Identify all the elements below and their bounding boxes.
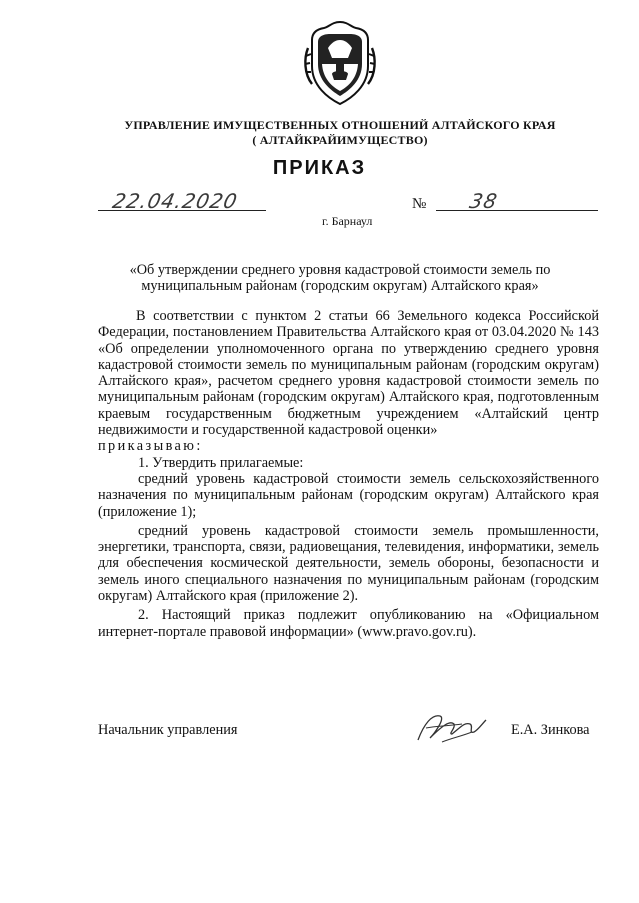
city: г. Барнаул <box>322 214 373 228</box>
number-label: № <box>412 196 427 212</box>
item-1: 1. Утвердить прилагаемые: <box>138 454 304 471</box>
document-title: ПРИКАЗ <box>272 157 367 179</box>
item-1-a: средний уровень кадастровой стоимости земель сельскохозяйственного назначения по муниципальным районам (городским округам) Алтайского края (приложение 1); <box>98 470 599 520</box>
item-1-b: средний уровень кадастровой стоимости земель промышленности, энергетики, транспорта, связи, радиовещания, телевидения, информатики, земель для обеспечения космической деятельности, земель обороны, безопасности и земель иного специального назначения по муниципальным районам (городским округам) Алтайского края (приложение 2). <box>98 522 599 605</box>
signatory-position: Начальник управления <box>98 722 238 738</box>
document-body <box>98 308 599 640</box>
altai-krai-coat-of-arms-icon <box>302 18 378 108</box>
handwritten-signature-icon <box>412 704 490 750</box>
item-2: 2. Настоящий приказ подлежит опубликованию на «Официальном интернет-портале правовой информации» (www.pravo.gov.ru). <box>98 607 599 640</box>
date-underline <box>98 210 266 211</box>
subject-line-1: «Об утверждении среднего уровня кадастровой стоимости земель по <box>129 262 551 278</box>
subject-line-2: муниципальным районам (городским округам) Алтайского края» <box>141 278 539 294</box>
handwritten-date: 22.04.2020 <box>110 189 241 213</box>
preamble-paragraph: В соответствии с пунктом 2 статьи 66 Земельного кодекса Российской Федерации, постановлением Правительства Алтайского края от 03.04.2020 № 143 «Об определении уполномоченного органа по утверждению среднего уровня кадастровой стоимости земель по муниципальным районам (городским округам) Алтайского края», расчетом среднего уровня кадастровой стоимости земель по муниципальным районам (городским округам) Алтайского края, подготовленным краевым государственным бюджетным учреждением «Алтайский центр недвижимости и государственной кадастровой оценки» <box>98 308 599 439</box>
number-underline <box>436 210 598 211</box>
order-word: приказываю: <box>98 438 203 455</box>
handwritten-number: 38 <box>467 189 501 213</box>
organization-short-name: ( АЛТАЙКРАЙИМУЩЕСТВО) <box>252 133 428 147</box>
signatory-name: Е.А. Зинкова <box>511 722 590 738</box>
organization-name: УПРАВЛЕНИЕ ИМУЩЕСТВЕННЫХ ОТНОШЕНИЙ АЛТАЙСКОГО КРАЯ <box>124 118 556 132</box>
document-subject <box>100 262 580 294</box>
